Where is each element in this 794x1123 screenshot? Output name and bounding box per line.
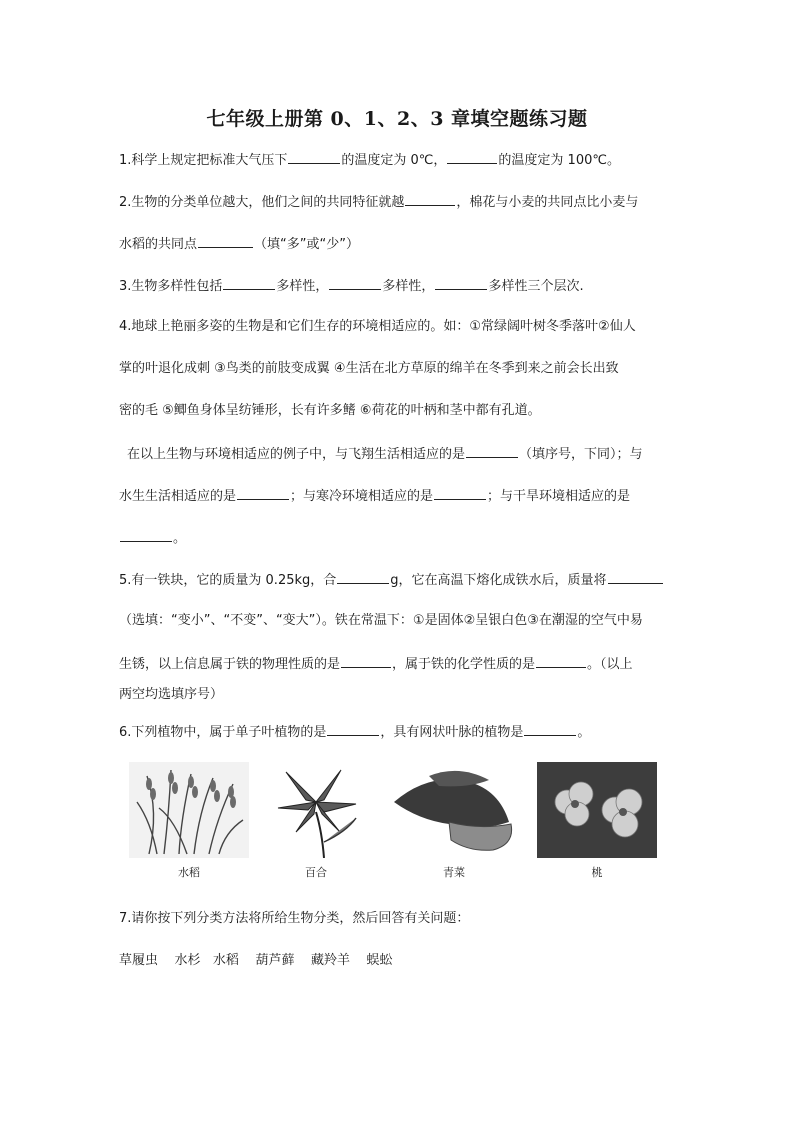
q1-text-b: 的温度定为 0℃， — [341, 153, 447, 168]
peach-blossom-icon — [537, 762, 657, 858]
bok-choy-icon — [389, 762, 519, 858]
question-5-line-2: （选填：“变小”、“不变”、“变大”）。铁在常温下：①是固体②呈银白色③在潮湿的空气中易 — [119, 613, 643, 628]
q4-text-d: ；与寒冷环境相适应的是 — [290, 489, 434, 504]
q1-text-c: 的温度定为 100℃。 — [498, 153, 620, 168]
answer-blank[interactable] — [198, 234, 253, 248]
figure-caption: 桃 — [591, 866, 603, 879]
answer-blank[interactable] — [237, 486, 289, 500]
answer-blank[interactable] — [341, 654, 391, 668]
question-2-line-1 — [119, 192, 638, 212]
question-2-line-2 — [119, 234, 359, 254]
answer-blank[interactable] — [434, 486, 486, 500]
figure-lily — [266, 762, 366, 880]
q4-text-c: 水生生活相适应的是 — [119, 489, 237, 504]
answer-blank[interactable] — [536, 654, 586, 668]
q2-text-d: （填“多”或“少”） — [254, 237, 359, 252]
q2-text-c: 水稻的共同点 — [119, 237, 198, 252]
question-4-line-6 — [119, 528, 186, 548]
answer-blank[interactable] — [288, 150, 340, 164]
q5-text-e: 。（以上 — [587, 657, 633, 672]
question-6 — [119, 722, 590, 742]
answer-blank[interactable] — [466, 444, 518, 458]
question-7-line-1: 7.请你按下列分类方法将所给生物分类，然后回答有关问题： — [119, 911, 470, 926]
q4-text-b: （填序号，下同）；与 — [519, 447, 643, 462]
q6-text-b: ，具有网状叶脉的植物是 — [380, 725, 524, 740]
question-5-line-1 — [119, 570, 664, 590]
figure-caption: 水稻 — [178, 866, 200, 879]
question-1 — [119, 150, 620, 170]
answer-blank[interactable] — [435, 276, 487, 290]
figure-caption: 百合 — [305, 866, 327, 879]
question-4-line-3: 密的毛 ⑤鲫鱼身体呈纺锤形，长有许多鳍 ⑥荷花的叶柄和茎中都有孔道。 — [119, 403, 541, 418]
q5-text-a: 5.有一铁块，它的质量为 0.25kg，合 — [119, 573, 337, 588]
page-title: 七年级上册第 0、1、2、3 章填空题练习题 — [206, 108, 588, 130]
q5-text-c: 生锈，以上信息属于铁的物理性质的是 — [119, 657, 341, 672]
answer-blank[interactable] — [120, 528, 172, 542]
answer-blank[interactable] — [524, 722, 576, 736]
question-5-line-3 — [119, 654, 633, 674]
q3-text-a: 3.生物多样性包括 — [119, 279, 223, 294]
q4-text-e: ；与干旱环境相适应的是 — [487, 489, 631, 504]
answer-blank[interactable] — [608, 570, 663, 584]
q5-text-d: ，属于铁的化学性质的是 — [392, 657, 536, 672]
question-4-line-5 — [119, 486, 630, 506]
answer-blank[interactable] — [405, 192, 455, 206]
answer-blank[interactable] — [447, 150, 497, 164]
rice-plant-icon — [129, 762, 249, 858]
question-3 — [119, 276, 584, 296]
answer-blank[interactable] — [337, 570, 389, 584]
figure-caption: 青菜 — [443, 866, 465, 879]
q4-text-a: 在以上生物与环境相适应的例子中，与飞翔生活相适应的是 — [127, 447, 466, 462]
q3-text-b: 多样性， — [276, 279, 329, 294]
figure-peach — [537, 762, 657, 880]
q6-text-c: 。 — [577, 725, 591, 740]
q5-text-b: g，它在高温下熔化成铁水后，质量将 — [390, 573, 607, 588]
question-4-line-1: 4.地球上艳丽多姿的生物是和它们生存的环境相适应的。如：①常绿阔叶树冬季落叶②仙人 — [119, 319, 636, 334]
q3-text-d: 多样性三个层次. — [488, 279, 584, 294]
question-4-line-4 — [127, 444, 643, 464]
q3-text-c: 多样性， — [382, 279, 435, 294]
figure-bokchoy — [389, 762, 519, 880]
question-4-line-2: 掌的叶退化成刺 ③鸟类的前肢变成翼 ④生活在北方草原的绵羊在冬季到来之前会长出致 — [119, 361, 619, 376]
answer-blank[interactable] — [223, 276, 275, 290]
answer-blank[interactable] — [327, 722, 379, 736]
figure-rice — [129, 762, 249, 880]
answer-blank[interactable] — [329, 276, 381, 290]
q2-text-b: ，棉花与小麦的共同点比小麦与 — [456, 195, 639, 210]
question-5-line-4: 两空均选填序号） — [119, 687, 224, 702]
question-7-organism-list: 草履虫 水杉 水稻 葫芦藓 藏羚羊 蜈蚣 — [119, 953, 393, 968]
q6-text-a: 6.下列植物中，属于单子叶植物的是 — [119, 725, 327, 740]
q2-text-a: 2.生物的分类单位越大，他们之间的共同特征就越 — [119, 195, 405, 210]
q4-text-f: 。 — [173, 531, 187, 546]
q1-text-a: 1.科学上规定把标准大气压下 — [119, 153, 288, 168]
lily-flower-icon — [266, 762, 366, 858]
